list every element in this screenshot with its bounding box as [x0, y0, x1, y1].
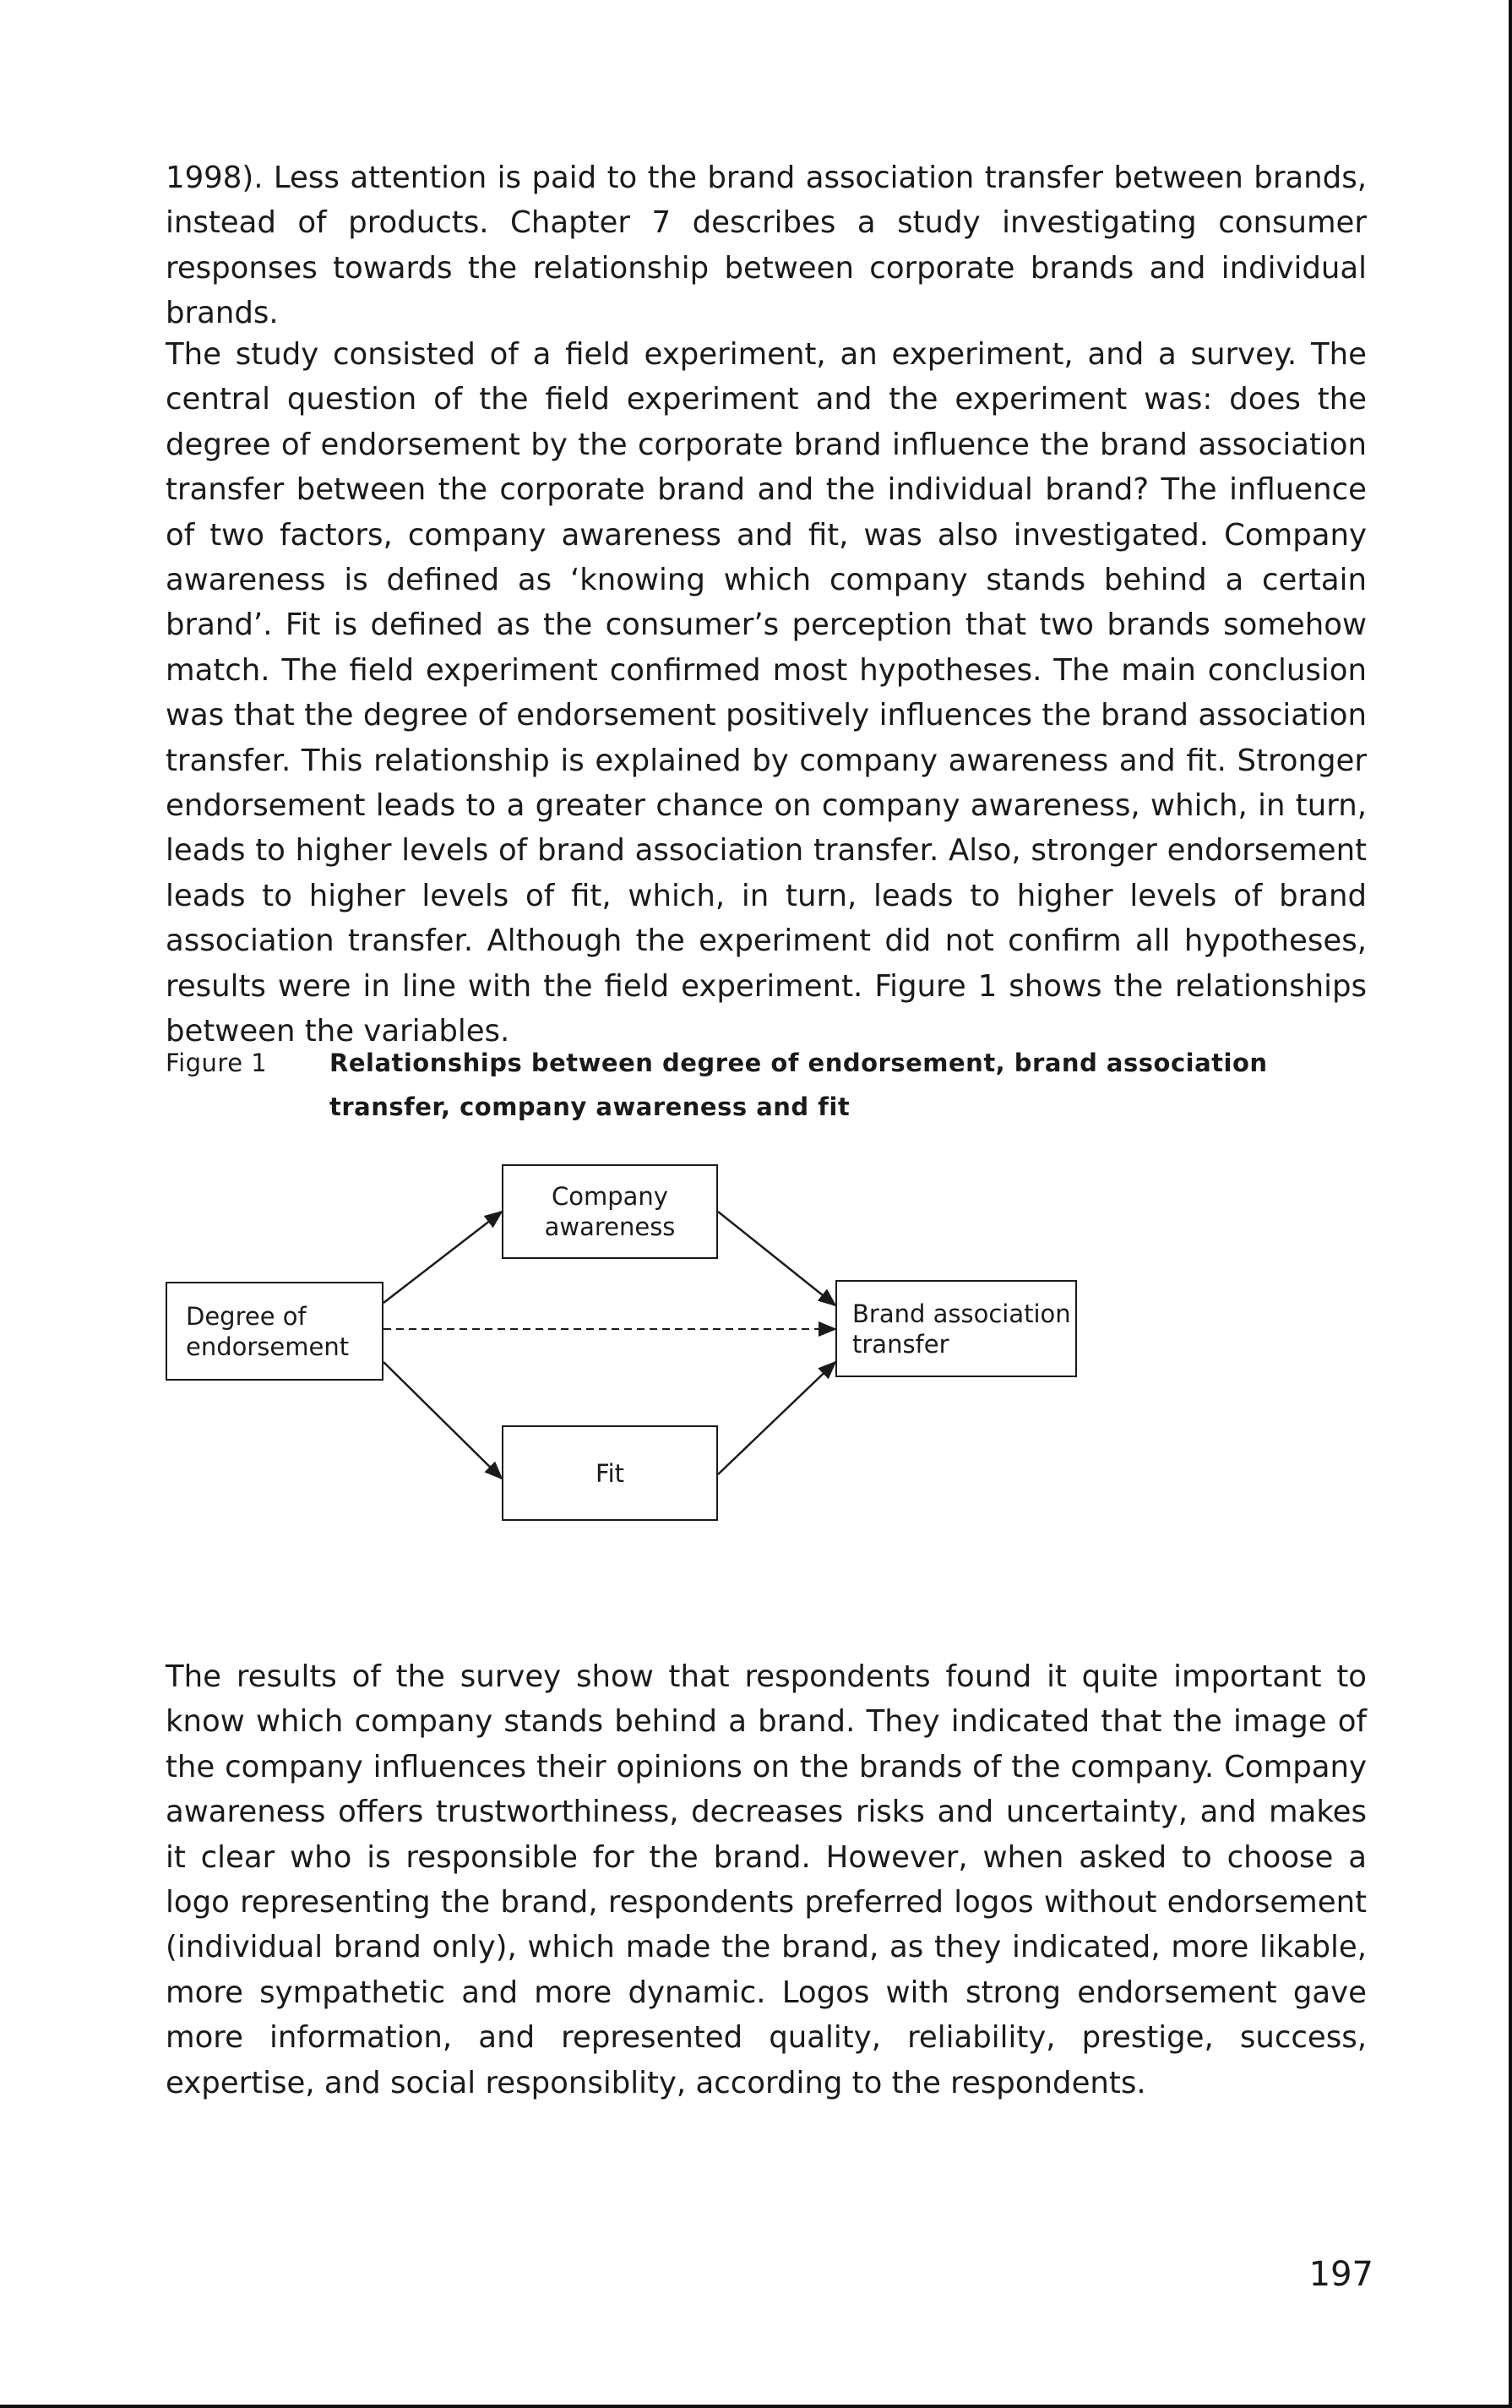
body-paragraph-1: 1998). Less attention is paid to the brand association transfer between brands, instead of products. Chapter 7 describes a study investigating consumer responses towards the relationship between corporate brands and individual brands. [166, 161, 1367, 331]
page-number: 197 [1308, 2255, 1373, 2294]
node-degree-of-endorsement [166, 1282, 383, 1381]
node-fit [502, 1425, 718, 1521]
body-paragraph-3: The results of the survey show that respondents found it quite important to know which company stands behind a brand. They indicated that the image of the company influences their opinions on the brands of the company. Company awareness offers trustworthiness, decreases risks and uncertainty, and makes it clear who is responsible for the brand. However, when asked to choose a logo representing the brand, respondents preferred logos without endorsement (individual brand only), which made the brand, as they indicated, more likable, more sympathetic and more dynamic. Logos with strong endorsement gave more information, and represented quality, reliability, prestige, success, expertise, and social responsiblity, according to the respondents. [166, 1659, 1367, 2100]
node-fit-label: Fit [596, 1458, 624, 1488]
node-degree-of-endorsement-label: Degree of endorsement [186, 1301, 350, 1361]
figure-label: Figure 1 [166, 1049, 268, 1077]
node-company-awareness [502, 1164, 718, 1259]
node-company-awareness-label: Company awareness [544, 1182, 676, 1241]
figure-title: Relationships between degree of endorsement, brand association transfer, company awareness and fit [329, 1049, 1268, 1121]
node-brand-association-transfer [835, 1280, 1077, 1377]
node-brand-association-transfer-label: Brand association transfer [852, 1299, 1071, 1359]
body-paragraph-2: The study consisted of a field experiment, an experiment, and a survey. The central question of the field experiment and the experiment was: does the degree of endorsement by the corporate brand influence the brand association transfer between the corporate brand and the individual brand? The influence of two factors, company awareness and fit, was also investigated. Company awareness is defined as ‘knowing which company stands behind a certain brand’. Fit is defined as the consumer’s perception that two brands somehow match. The field experiment confirmed most hypotheses. The main conclusion was that the degree of endorsement positively influences the brand association transfer. This relationship is explained by company awareness and fit. Stronger endorsement leads to a greater chance on company awareness, which, in turn, leads to higher levels of brand association transfer. Also, stronger endorsement leads to higher levels of fit, which, in turn, leads to higher levels of brand association transfer. Although the experiment did not confirm all hypotheses, results were in line with the field experiment. Figure 1 shows the relationships between the variables. [166, 337, 1367, 1049]
